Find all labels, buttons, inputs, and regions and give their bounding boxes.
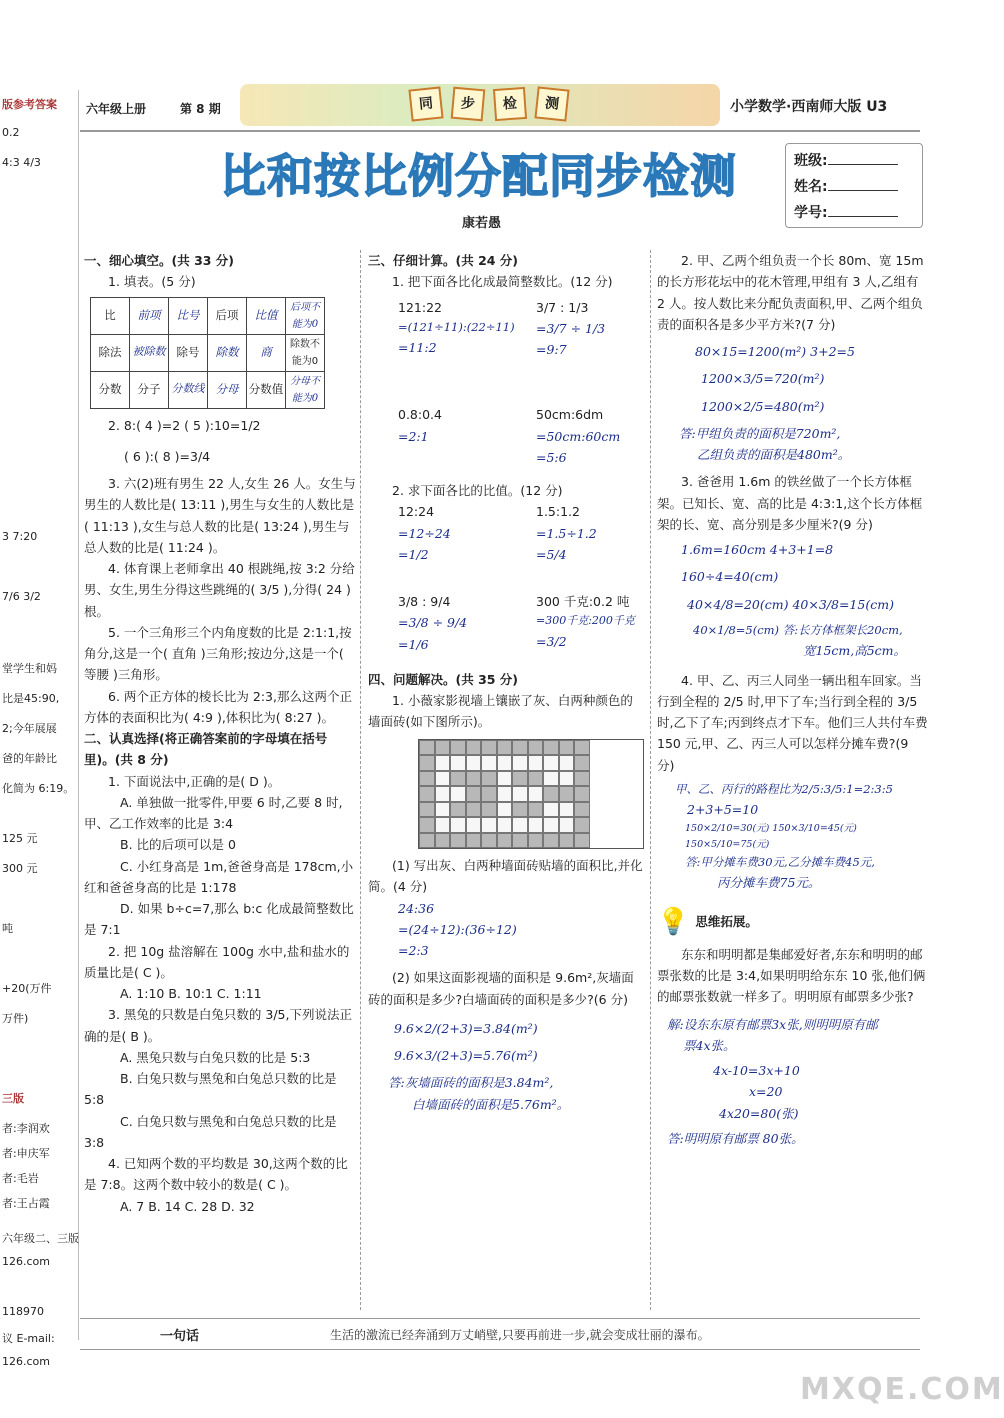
gray-tile: [435, 740, 451, 756]
work: 4x20=80(张): [719, 1105, 799, 1121]
gray-tile: [574, 755, 590, 771]
gray-tile: [528, 740, 544, 756]
table-row: [91, 297, 325, 334]
work: 40×1/8=5(cm) 答:长方体框架长20cm,: [693, 622, 903, 637]
calc-item: 0.8:0.4 =2:1: [398, 407, 442, 444]
footer-quote: 生活的激流已经奔涌到万丈峭壁,只要再前进一步,就会变成壮丽的瀑布。: [330, 1328, 710, 1342]
question: 4. 甲、乙、丙三人同坐一辆出租车回家。当行到全程的 2/5 时,甲下了车;当行到全程的 3/5 时,乙下了车;丙到终点才下车。他们三人共付车费 150 元,甲、乙、丙三人可以怎样分摊车费?(9 分): [657, 672, 928, 773]
grade-label: 六年级上册: [86, 102, 147, 116]
banner-tile: 同: [408, 86, 443, 121]
page-title: 比和按比例分配同步检测: [220, 149, 737, 203]
option: A. 单独做一批零件,甲要 6 时,乙要 8 时,甲、乙工作效率的比是 3:4: [84, 794, 343, 831]
work: 1200×3/5=720(m²): [701, 371, 825, 387]
white-tile: [497, 755, 513, 771]
strip-text: 三版: [2, 1092, 24, 1105]
question: (2) 如果这面影视墙的面积是 9.6m²,灰墙面砖的面积是多少?白墙面砖的面积是多少?(6 分): [368, 970, 634, 1007]
question: 4. 体育课上老师拿出 40 根跳绳,按 3:2 分给男、女生,男生分得这些跳绳的( 3/5 ),分得( 24 )根。: [84, 561, 355, 619]
section-4-title: 四、问题解决。(共 35 分): [368, 671, 519, 687]
option: A. 1:10 B. 10:1 C. 1:11: [120, 986, 262, 1001]
table-cell: 分数: [91, 371, 130, 408]
lightbulb-icon: 💡: [657, 906, 690, 937]
gray-tile: [435, 833, 451, 849]
question: 1. 下面说法中,正确的是( D )。: [108, 773, 281, 789]
gray-tile: [543, 786, 559, 802]
strip-text: +20(万件: [2, 982, 52, 995]
white-tile: [559, 802, 575, 818]
white-tile: [435, 802, 451, 818]
strip-text: 吨: [2, 922, 13, 935]
gray-tile: [574, 740, 590, 756]
question: 2. 8:( 4 )=2 ( 5 ):10=1/2: [108, 417, 261, 433]
gray-tile: [466, 833, 482, 849]
gray-tile: [574, 833, 590, 849]
question: 1. 小薇家影视墙上镶嵌了灰、白两种颜色的墙面砖(如下图所示)。: [368, 693, 633, 730]
option: D. 如果 b÷c=7,那么 b:c 化成最简整数比是 7:1: [84, 901, 354, 938]
gray-tile: [481, 802, 497, 818]
gray-tile: [450, 740, 466, 756]
white-tile: [543, 817, 559, 833]
question: 6. 两个正方体的棱长比为 2:3,那么这两个正方体的表面积比为( 4:9 ),体积比为( 8:27 )。: [84, 688, 352, 725]
gray-tile: [574, 771, 590, 787]
table-cell: 分母不能为0: [286, 371, 325, 408]
question: 2. 甲、乙两个组负责一个长 80m、宽 15m 的长方形花坛中的花木管理,甲组有 3 人,乙组有 2 人。按人数比来分配负责面积,甲、乙两个组负责的面积各是多少平方米?(7 分): [657, 253, 924, 332]
calc-grid-2: [368, 501, 644, 655]
gray-tile: [466, 786, 482, 802]
calc-item: 3/7 : 1/3 =3/7 ÷ 1/3 =9:7: [536, 299, 606, 357]
gray-tile: [512, 771, 528, 787]
gray-tile: [466, 771, 482, 787]
work: 9.6×2/(2+3)=3.84(m²): [394, 1020, 538, 1036]
white-tile: [497, 786, 513, 802]
think-title: 思维拓展。: [695, 914, 758, 930]
option: B. 白兔只数与黑兔和白兔总只数的比是 5:8: [84, 1071, 337, 1108]
gray-tile: [574, 786, 590, 802]
white-tile: [466, 755, 482, 771]
work: 40×4/8=20(cm) 40×3/8=15(cm): [687, 596, 894, 612]
table-cell: 前项: [130, 297, 169, 334]
banner-tile: 测: [534, 86, 569, 121]
strip-text: 4:3 4/3: [2, 156, 41, 169]
gray-tile: [481, 740, 497, 756]
table-cell: 比: [91, 297, 130, 334]
gray-tile: [574, 802, 590, 818]
gray-tile: [574, 817, 590, 833]
question: 4. 已知两个数的平均数是 30,这两个数的比是 7:8。这两个数中较小的数是( C )。: [84, 1156, 348, 1193]
strip-text: 堂学生和妈: [2, 662, 57, 675]
gray-tile: [419, 740, 435, 756]
question: 2. 把 10g 盐溶解在 100g 水中,盐和盐水的质量比是( C )。: [84, 943, 350, 980]
section-1-title: 一、细心填空。(共 33 分): [84, 253, 235, 268]
calc-item: 3/8 : 9/4 =3/8 ÷ 9/4 =1/6: [398, 594, 468, 652]
gray-tile: [419, 755, 435, 771]
gray-tile: [497, 833, 513, 849]
table-cell: 分数值: [247, 371, 286, 408]
gray-tile: [512, 802, 528, 818]
gray-tile: [419, 771, 435, 787]
table-cell: 分子: [130, 371, 169, 408]
fill-table: [90, 297, 325, 409]
question: 东东和明明都是集邮爱好者,东东和明明的邮票张数的比是 3:4,如果明明给东东 10 张,他们俩的邮票张数就一样多了。明明原有邮票多少张?: [657, 946, 926, 1005]
strip-text: 爸的年龄比: [2, 752, 57, 765]
strip-text: 化简为 6:19。: [2, 782, 75, 795]
calc-grid-1: [368, 297, 644, 469]
calc-item: 121:22 =(121÷11):(22÷11) =11:2: [398, 299, 515, 356]
question: 3. 六(2)班有男生 22 人,女生 26 人。女生与男生的人数比是( 13:11 ),男生与女生的人数比是( 11:13 ),女生与总人数的比是( 13:24 ),男生与总人数的比是( 11:24 )。: [84, 476, 356, 555]
white-tile: [559, 771, 575, 787]
table-cell: 除数: [208, 334, 247, 371]
gray-tile: [419, 786, 435, 802]
work: 2+3+5=10: [687, 802, 759, 818]
banner-tile: 检: [493, 87, 527, 121]
work: 4x-10=3x+10: [713, 1063, 800, 1079]
gray-tile: [528, 771, 544, 787]
option: C. 白兔只数与黑兔和白兔总只数的比是 3:8: [84, 1113, 337, 1150]
white-tile: [481, 755, 497, 771]
work: =2:3: [398, 943, 429, 958]
table-cell: 被除数: [130, 334, 169, 371]
column-1: [84, 250, 356, 1217]
strip-text: 126.com: [2, 1255, 50, 1268]
table-cell: 分母: [208, 371, 247, 408]
white-tile: [497, 802, 513, 818]
banner-tiles: [410, 88, 568, 120]
gray-tile: [559, 786, 575, 802]
strip-text: 118970: [2, 1305, 44, 1318]
work: x=20: [749, 1084, 783, 1100]
table-cell: 比号: [169, 297, 208, 334]
work: 白墙面砖的面积是5.76m²。: [412, 1096, 570, 1112]
footer-label: 一句话: [160, 1329, 200, 1344]
subject-label: 小学数学·西南师大版 U3: [730, 99, 888, 115]
white-tile: [435, 755, 451, 771]
header-bar: [80, 82, 920, 132]
gray-tile: [528, 833, 544, 849]
gray-tile: [419, 833, 435, 849]
work: 答:甲分摊车费30元,乙分摊车费45元,: [685, 854, 875, 869]
work: 解:设东东原有邮票3x张,则明明原有邮: [667, 1016, 878, 1032]
think-header: [657, 900, 929, 944]
work: 票4x张。: [683, 1037, 736, 1053]
gray-tile: [466, 802, 482, 818]
class-field: 班级:: [794, 148, 914, 174]
table-cell: 后项: [208, 297, 247, 334]
gray-tile: [512, 833, 528, 849]
white-tile: [481, 817, 497, 833]
option: A. 黑兔只数与白兔只数的比是 5:3: [120, 1049, 311, 1065]
question: 5. 一个三角形三个内角度数的比是 2:1:1,按角分,这是一个( 直角 )三角形;按边分,这是一个( 等腰 )三角形。: [84, 624, 352, 683]
white-tile: [435, 786, 451, 802]
strip-text: 126.com: [2, 1355, 50, 1368]
gray-tile: [559, 833, 575, 849]
white-tile: [512, 817, 528, 833]
table-row: [91, 371, 325, 408]
question: 2. 求下面各比的比值。(12 分): [392, 483, 563, 498]
strip-text: 125 元: [2, 832, 38, 845]
strip-text: 3 7:20: [2, 530, 38, 543]
white-tile: [543, 755, 559, 771]
work: 1200×2/5=480(m²): [701, 398, 825, 414]
table-cell: 比值: [247, 297, 286, 334]
author: 康若愚: [462, 216, 502, 231]
name-field: 姓名:: [794, 174, 914, 200]
strip-text: 万件): [2, 1012, 29, 1025]
gray-tile: [419, 817, 435, 833]
white-tile: [528, 755, 544, 771]
white-tile: [450, 786, 466, 802]
question: 3. 爸爸用 1.6m 的铁丝做了一个长方体框架。已知长、宽、高的比是 4:3:1,这个长方体框架的长、宽、高分别是多少厘米?(9 分): [657, 474, 923, 532]
white-tile: [559, 755, 575, 771]
strip-text: 300 元: [2, 862, 38, 875]
white-tile: [512, 786, 528, 802]
strip-text: 者:李润欢: [2, 1122, 50, 1135]
calc-item: 1.5:1.2 =1.5÷1.2 =5/4: [536, 504, 597, 562]
strip-text: 六年级二、三版: [2, 1232, 79, 1245]
column-divider: [360, 250, 361, 1310]
gray-tile: [543, 833, 559, 849]
white-tile: [528, 786, 544, 802]
gray-tile: [450, 833, 466, 849]
white-tile: [512, 755, 528, 771]
work: 80×15=1200(m²) 3+2=5: [695, 344, 855, 359]
table-cell: 后项不能为0: [286, 297, 325, 334]
section-2-title: 二、认真选择(将正确答案前的字母填在括号里)。(共 8 分): [84, 731, 328, 768]
banner-tile: 步: [451, 87, 486, 122]
gray-tile: [512, 740, 528, 756]
table-row: [91, 334, 325, 371]
work: 9.6×3/(2+3)=5.76(m²): [394, 1048, 538, 1063]
strip-text: 7/6 3/2: [2, 590, 41, 603]
white-tile: [543, 802, 559, 818]
section-3-title: 三、仔细计算。(共 24 分): [368, 253, 519, 268]
table-cell: 除号: [169, 334, 208, 371]
gray-tile: [528, 802, 544, 818]
white-tile: [497, 817, 513, 833]
table-cell: 分数线: [169, 371, 208, 408]
work: 答:灰墙面砖的面积是3.84m²,: [388, 1075, 554, 1091]
work: 150×2/10=30(元) 150×3/10=45(元) 150×5/10=75(元): [685, 822, 857, 850]
work: 160÷4=40(cm): [681, 569, 779, 585]
left-answer-strip: [0, 90, 79, 1368]
option: B. 比的后项可以是 0: [120, 837, 236, 853]
strip-text: 者:王占霞: [2, 1197, 50, 1210]
id-field: 学号:: [794, 200, 914, 226]
strip-text: 比是45:90,: [2, 692, 60, 705]
white-tile: [497, 771, 513, 787]
gray-tile: [481, 786, 497, 802]
option: C. 小红身高是 1m,爸爸身高是 178cm,小红和爸爸身高的比是 1:178: [84, 858, 354, 895]
footer: [80, 1318, 920, 1350]
white-tile: [559, 817, 575, 833]
strip-text: 2;今年展展: [2, 722, 57, 735]
strip-text: 者:申庆军: [2, 1147, 50, 1160]
work: 宽15cm,高5cm。: [803, 643, 907, 659]
gray-tile: [466, 740, 482, 756]
work: =(24÷12):(36÷12): [398, 921, 517, 937]
student-info-box: [785, 143, 923, 228]
gray-tile: [450, 802, 466, 818]
work: 乙组负责的面积是480m²。: [697, 447, 851, 462]
white-tile: [466, 817, 482, 833]
gray-tile: [559, 740, 575, 756]
work: 甲、乙、丙行的路程比为2/5:3/5:1=2:3:5: [675, 781, 893, 796]
white-tile: [543, 771, 559, 787]
gray-tile: [481, 833, 497, 849]
work: 答:甲组负责的面积是720m²,: [679, 425, 841, 441]
strip-text: 者:毛岩: [2, 1172, 39, 1185]
white-tile: [450, 817, 466, 833]
gray-tile: [543, 740, 559, 756]
gray-tile: [497, 740, 513, 756]
calc-item: 50cm:6dm =50cm:60cm =5:6: [536, 407, 621, 465]
white-tile: [435, 817, 451, 833]
strip-text: 议 E-mail:: [2, 1332, 55, 1345]
strip-text: 0.2: [2, 126, 20, 139]
calc-item: 12:24 =12÷24 =1/2: [398, 504, 451, 562]
gray-tile: [419, 802, 435, 818]
calc-item: 300 千克:0.2 吨 =300千克:200千克 =3/2: [536, 594, 635, 649]
table-cell: 除数不能为0: [286, 334, 325, 371]
work: 答:明明原有邮票 80张。: [667, 1130, 804, 1146]
question: 1. 填表。(5 分): [108, 274, 196, 290]
gray-tile: [481, 771, 497, 787]
white-tile: [435, 771, 451, 787]
work: 1.6m=160cm 4+3+1=8: [681, 542, 834, 557]
question: (1) 写出灰、白两种墙面砖贴墙的面积比,并化简。(4 分): [368, 858, 643, 895]
white-tile: [528, 817, 544, 833]
question: ( 6 ):( 8 )=3/4: [124, 448, 211, 464]
option: A. 7 B. 14 C. 28 D. 32: [120, 1198, 255, 1214]
work: 丙分摊车费75元。: [717, 875, 821, 891]
column-3: [657, 250, 929, 1149]
white-tile: [450, 755, 466, 771]
question: 1. 把下面各比化成最简整数比。(12 分): [392, 274, 613, 290]
watermark: MXQE.COM: [800, 1372, 1004, 1407]
question: 3. 黑兔的只数是白兔只数的 3/5,下列说法正确的是( B )。: [84, 1007, 352, 1044]
strip-text: 版参考答案: [2, 98, 57, 111]
table-cell: 商: [247, 334, 286, 371]
gray-tile: [450, 771, 466, 787]
table-cell: 除法: [91, 334, 130, 371]
tile-wall-figure: [418, 739, 644, 850]
work: 24:36: [398, 900, 435, 916]
column-2: [368, 250, 644, 1115]
issue-label: 第 8 期: [180, 102, 221, 116]
